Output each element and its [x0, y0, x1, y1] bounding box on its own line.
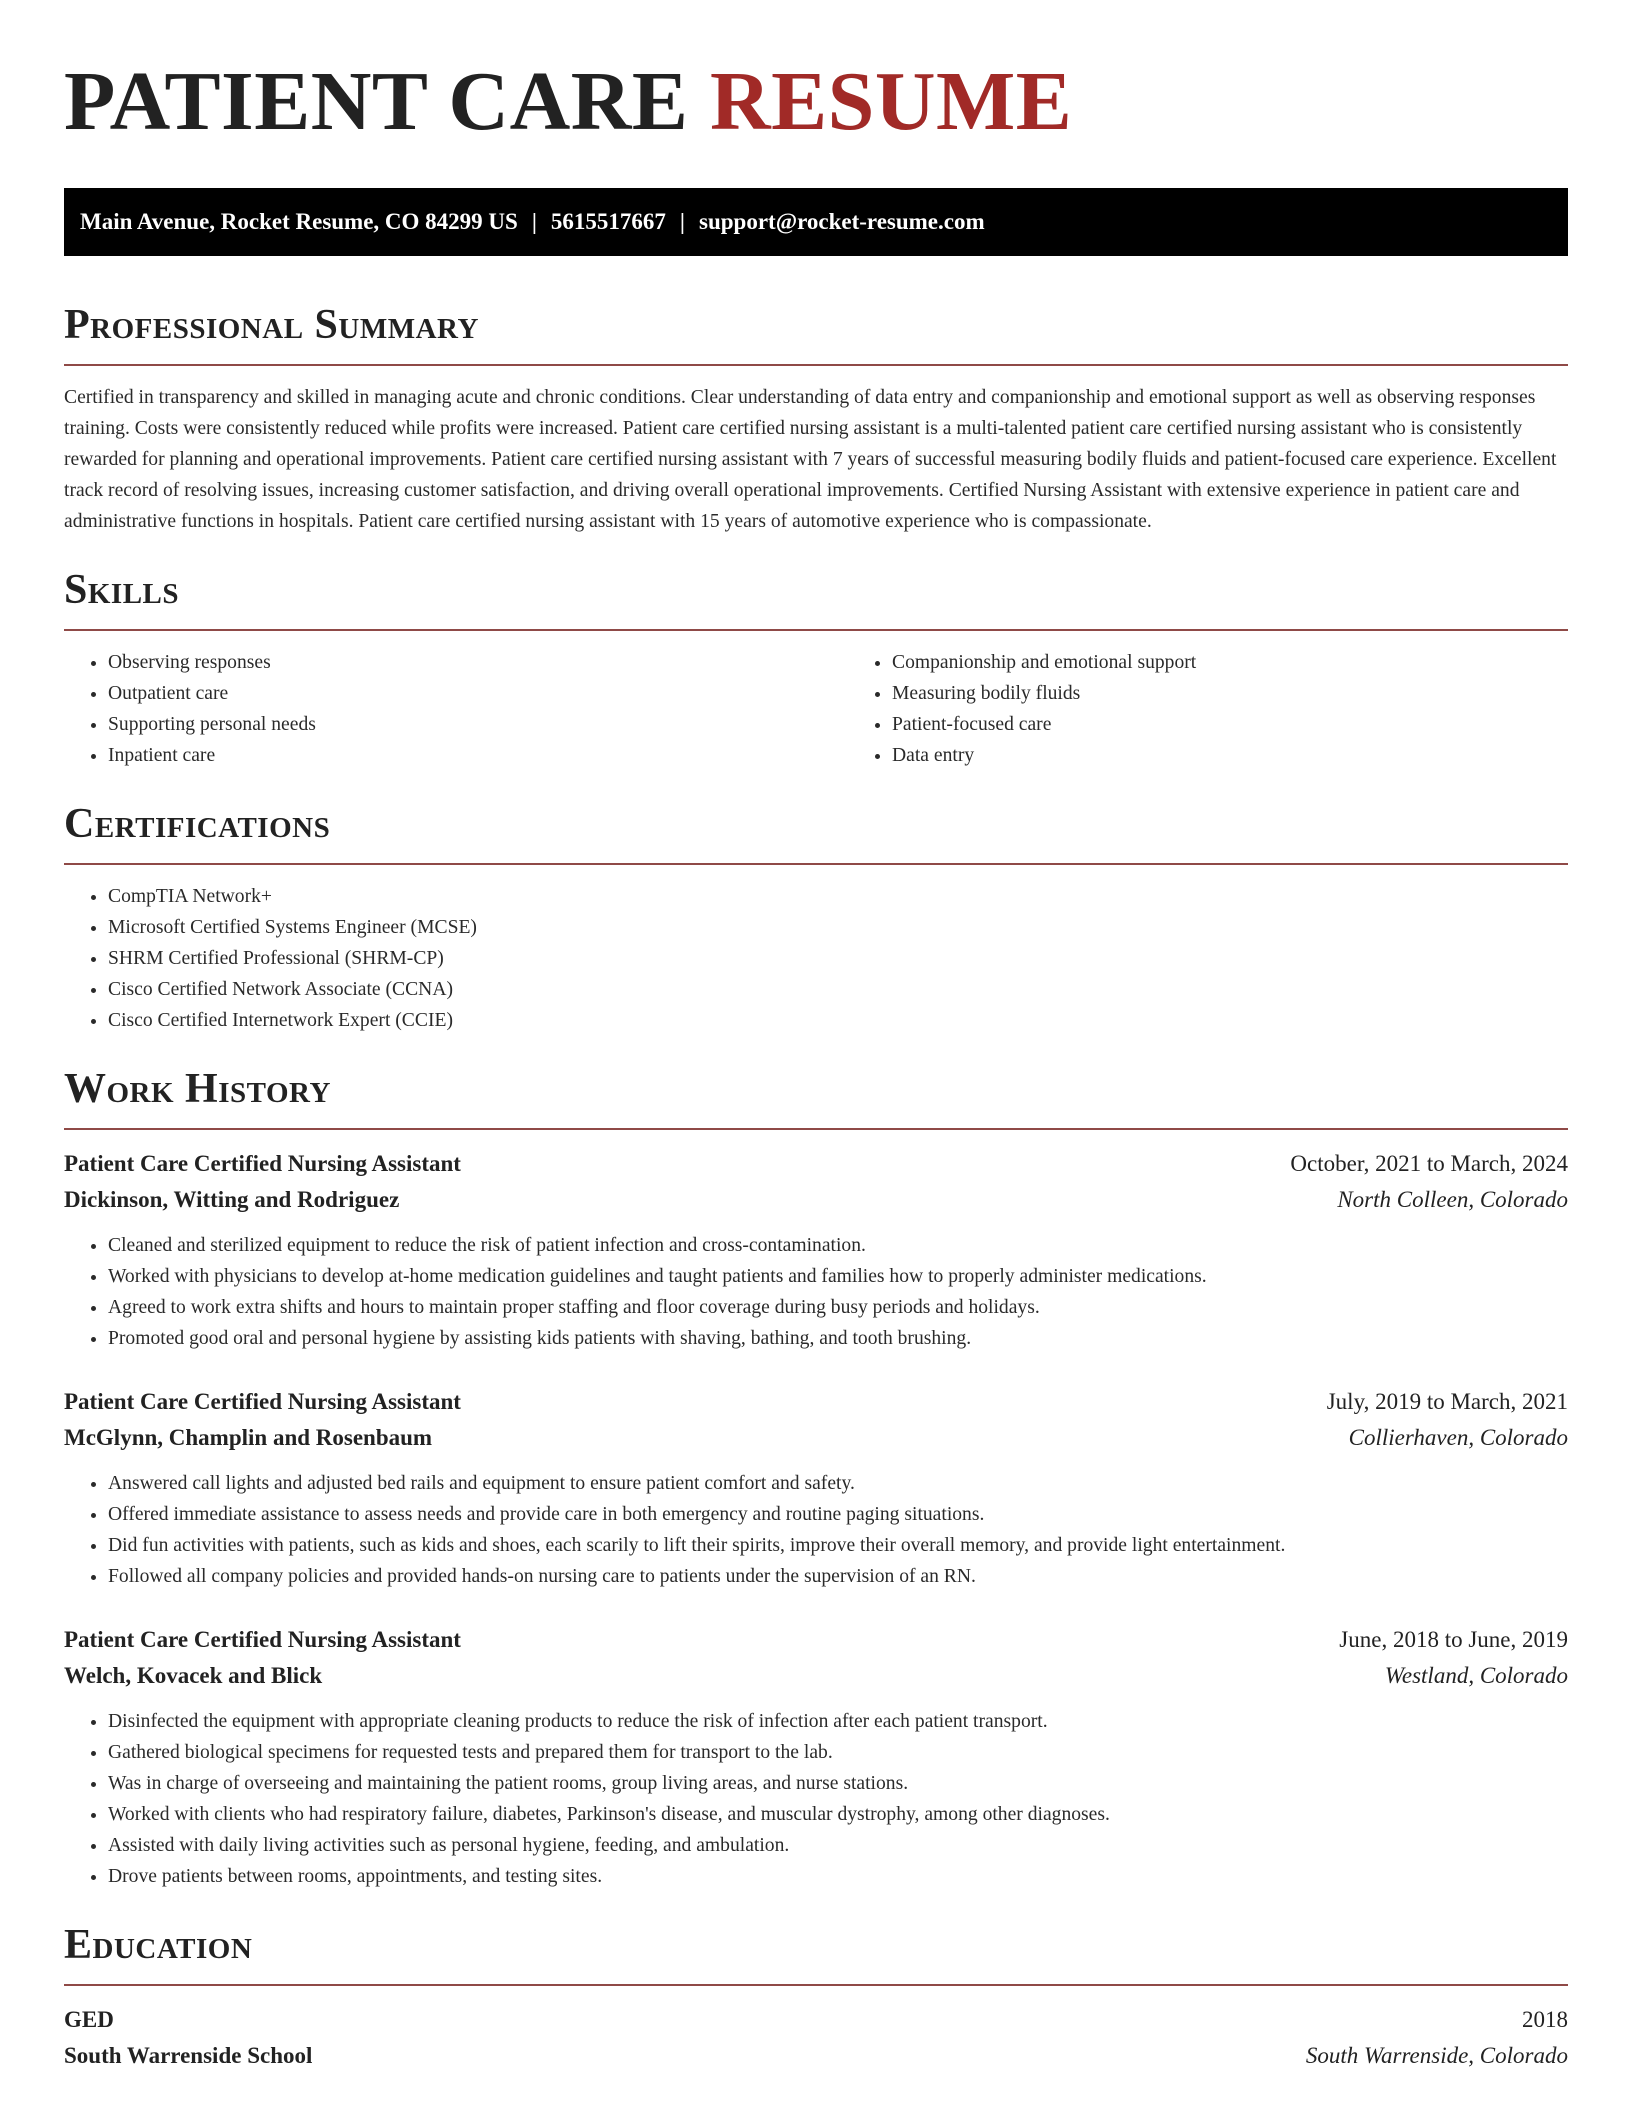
section-title-summary: Professional Summary	[64, 302, 479, 348]
job-bullet: • Cleaned and sterilized equipment to reduce the risk of patient infection and cross-contamination.	[108, 1230, 1568, 1261]
job-company: McGlynn, Champlin and Rosenbaum	[64, 1425, 433, 1450]
summary-section	[64, 300, 1568, 537]
education-section	[64, 1920, 1568, 2074]
job-dates: July, 2019 to March, 2021	[1326, 1389, 1568, 1414]
work-history-section	[64, 1064, 1568, 1892]
job-bullet: • Followed all company policies and provided hands-on nursing care to patients under the supervision of an RN.	[108, 1561, 1568, 1592]
education-year: 2018	[1522, 2007, 1568, 2032]
contact-separator: |	[679, 209, 685, 234]
certification-item: • Cisco Certified Internetwork Expert (CCIE)	[108, 1005, 1568, 1036]
resume-title-accent: RESUME	[709, 55, 1073, 148]
job-dates: October, 2021 to March, 2024	[1290, 1151, 1568, 1176]
job-header-row	[64, 1146, 1568, 1182]
certifications-list	[64, 881, 1568, 1036]
contact-bar	[64, 188, 1568, 256]
job-entry	[64, 1622, 1568, 1892]
section-divider	[64, 863, 1568, 865]
section-title-work-history: Work History	[64, 1066, 331, 1112]
education-degree: GED	[64, 2007, 114, 2032]
job-bullet: • Disinfected the equipment with appropriate cleaning products to reduce the risk of infection after each patient transport.	[108, 1706, 1568, 1737]
job-bullet: • Gathered biological specimens for requested tests and prepared them for transport to the lab.	[108, 1737, 1568, 1768]
job-bullet: • Did fun activities with patients, such as kids and shoes, each scarily to lift their spirits, improve their overall memory, and provide light entertainment.	[108, 1530, 1568, 1561]
job-dates: June, 2018 to June, 2019	[1339, 1627, 1568, 1652]
skill-item: • Supporting personal needs	[108, 709, 848, 740]
education-header-row	[64, 2002, 1568, 2038]
certification-item: • CompTIA Network+	[108, 881, 1568, 912]
resume-title-main: PATIENT CARE	[64, 55, 689, 148]
job-location: North Colleen, Colorado	[1337, 1187, 1568, 1212]
skills-section	[64, 565, 1568, 771]
job-entry	[64, 1146, 1568, 1354]
certifications-section	[64, 799, 1568, 1036]
skill-item: • Data entry	[892, 740, 1568, 771]
job-bullets	[64, 1706, 1568, 1892]
skills-grid	[64, 647, 1568, 771]
section-divider	[64, 1128, 1568, 1130]
job-bullets	[64, 1230, 1568, 1354]
job-bullet: • Offered immediate assistance to assess needs and provide care in both emergency and routine paging situations.	[108, 1499, 1568, 1530]
skill-item: • Outpatient care	[108, 678, 848, 709]
job-title: Patient Care Certified Nursing Assistant	[64, 1151, 461, 1176]
section-title-certifications: Certifications	[64, 801, 331, 847]
job-bullet: • Answered call lights and adjusted bed rails and equipment to ensure patient comfort and safety.	[108, 1468, 1568, 1499]
contact-phone[interactable]: 5615517667	[550, 209, 666, 234]
contact-email[interactable]: support@rocket-resume.com	[699, 209, 985, 234]
job-bullets	[64, 1468, 1568, 1592]
skill-item: • Patient-focused care	[892, 709, 1568, 740]
job-bullet: • Was in charge of overseeing and maintaining the patient rooms, group living areas, and nurse stations.	[108, 1768, 1568, 1799]
job-title: Patient Care Certified Nursing Assistant	[64, 1389, 461, 1414]
contact-address: Main Avenue, Rocket Resume, CO 84299 US	[80, 209, 518, 234]
summary-text: Certified in transparency and skilled in managing acute and chronic conditions. Clear understanding of data entry and companionship and emotional support as well as observing responses training. Costs were consistently reduced while profits were increased. Patient care certified nursing assistant is a multi-talented patient care certified nursing assistant who is consistently rewarded for planning and operational improvements. Patient care certified nursing assistant with 7 years of successful measuring bodily fluids and patient-focused care experience. Excellent track record of resolving issues, increasing customer satisfaction, and driving overall operational improvements. Certified Nursing Assistant with extensive experience in patient care and administrative functions in hospitals. Patient care certified nursing assistant with 15 years of automotive experience who is compassionate.	[64, 387, 1557, 532]
skill-item: • Observing responses	[108, 647, 848, 678]
section-divider	[64, 629, 1568, 631]
job-bullet: • Worked with clients who had respiratory failure, diabetes, Parkinson's disease, and muscular dystrophy, among other diagnoses.	[108, 1799, 1568, 1830]
job-location: Westland, Colorado	[1384, 1663, 1568, 1688]
job-company: Dickinson, Witting and Rodriguez	[64, 1187, 400, 1212]
contact-separator: |	[531, 209, 537, 234]
job-header-row	[64, 1622, 1568, 1658]
job-header-row	[64, 1384, 1568, 1420]
section-title-skills: Skills	[64, 567, 180, 613]
certification-item: • Cisco Certified Network Associate (CCNA)	[108, 974, 1568, 1005]
education-school: South Warrenside School	[64, 2043, 313, 2068]
job-company-row	[64, 1182, 1568, 1218]
job-location: Collierhaven, Colorado	[1348, 1425, 1568, 1450]
job-bullet: • Promoted good oral and personal hygiene by assisting kids patients with shaving, bathing, and tooth brushing.	[108, 1323, 1568, 1354]
job-bullet: • Agreed to work extra shifts and hours to maintain proper staffing and floor coverage during busy periods and holidays.	[108, 1292, 1568, 1323]
job-entry	[64, 1384, 1568, 1592]
certification-item: • SHRM Certified Professional (SHRM-CP)	[108, 943, 1568, 974]
job-bullet: • Drove patients between rooms, appointments, and testing sites.	[108, 1861, 1568, 1892]
skill-item: • Measuring bodily fluids	[892, 678, 1568, 709]
job-bullet: • Assisted with daily living activities such as personal hygiene, feeding, and ambulation.	[108, 1830, 1568, 1861]
job-company: Welch, Kovacek and Blick	[64, 1663, 323, 1688]
skills-list-left	[64, 647, 848, 771]
section-divider	[64, 1984, 1568, 1986]
education-location: South Warrenside, Colorado	[1305, 2043, 1568, 2068]
job-company-row	[64, 1658, 1568, 1694]
skill-item: • Inpatient care	[108, 740, 848, 771]
section-divider	[64, 364, 1568, 366]
job-title: Patient Care Certified Nursing Assistant	[64, 1627, 461, 1652]
resume-title	[64, 0, 1568, 148]
education-school-row	[64, 2038, 1568, 2074]
education-entry	[64, 2002, 1568, 2074]
job-company-row	[64, 1420, 1568, 1456]
skill-item: • Companionship and emotional support	[892, 647, 1568, 678]
job-bullet: • Worked with physicians to develop at-home medication guidelines and taught patients and families how to properly administer medications.	[108, 1261, 1568, 1292]
section-title-education: Education	[64, 1922, 253, 1968]
certification-item: • Microsoft Certified Systems Engineer (MCSE)	[108, 912, 1568, 943]
skills-list-right	[848, 647, 1568, 771]
